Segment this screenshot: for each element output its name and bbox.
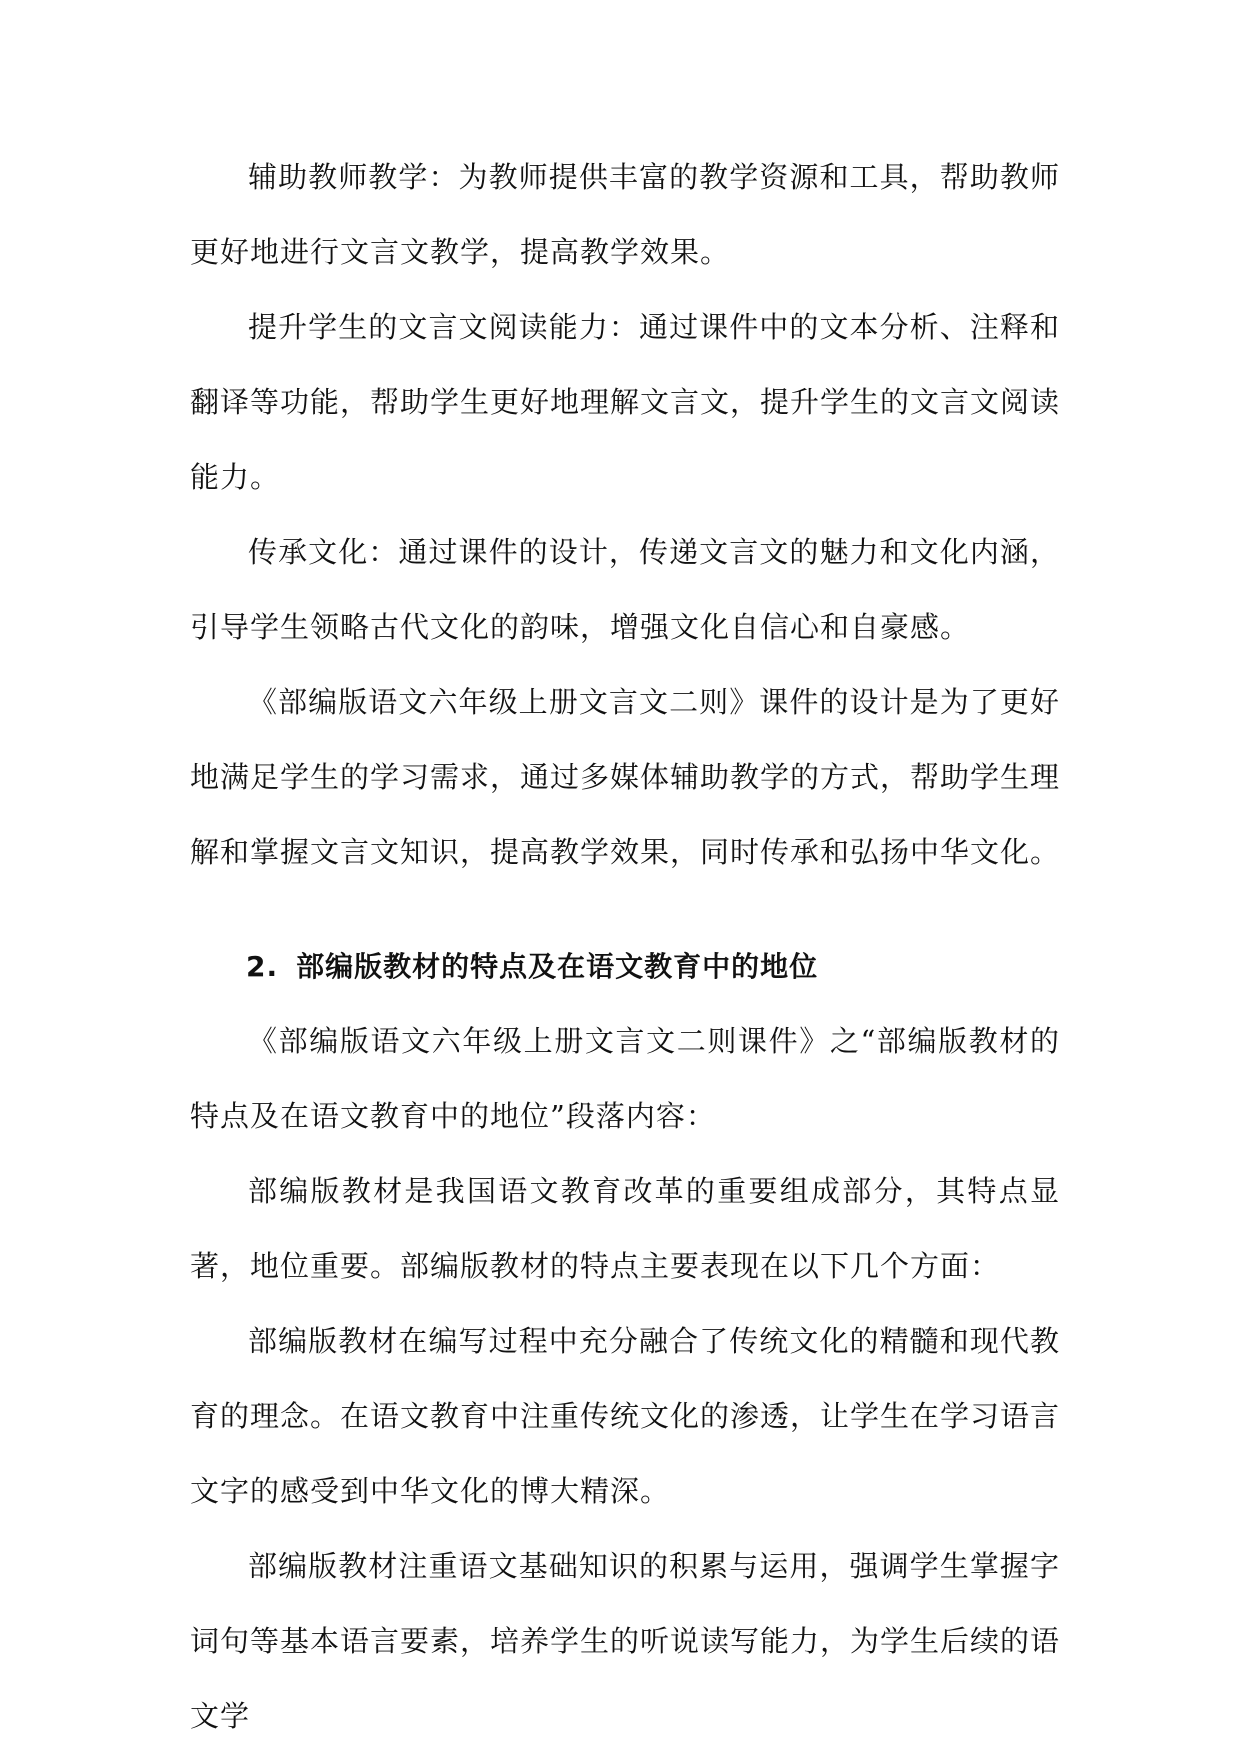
paragraph-section-intro: 《部编版语文六年级上册文言文二则课件》之“部编版教材的特点及在语文教育中的地位”段落内容： bbox=[190, 1024, 1060, 1133]
paragraph-courseware-summary: 《部编版语文六年级上册文言文二则》课件的设计是为了更好地满足学生的学习需求，通过多媒体辅助教学的方式，帮助学生理解和掌握文言文知识，提高教学效果，同时传承和弘扬中华文化。 bbox=[190, 685, 1061, 869]
paragraph-assist-teaching: 辅助教师教学：为教师提供丰富的教学资源和工具，帮助教师更好地进行文言文教学，提高教学效果。 bbox=[190, 160, 1060, 269]
document-body bbox=[190, 140, 1060, 1754]
paragraph-reading-ability: 提升学生的文言文阅读能力：通过课件中的文本分析、注释和翻译等功能，帮助学生更好地理解文言文，提升学生的文言文阅读能力。 bbox=[190, 310, 1061, 494]
section-title: 部编版教材的特点及在语文教育中的地位 bbox=[296, 950, 819, 983]
paragraph-basic-knowledge: 部编版教材注重语文基础知识的积累与运用，强调学生掌握字词句等基本语言要素，培养学生的听说读写能力，为学生后续的语文学 bbox=[190, 1549, 1061, 1733]
paragraph-tradition-fusion: 部编版教材在编写过程中充分融合了传统文化的精髓和现代教育的理念。在语文教育中注重传统文化的渗透，让学生在学习语言文字的感受到中华文化的博大精深。 bbox=[190, 1324, 1061, 1508]
paragraph-culture-heritage: 传承文化：通过课件的设计，传递文言文的魅力和文化内涵，引导学生领略古代文化的韵味，增强文化自信心和自豪感。 bbox=[190, 535, 1060, 644]
section-number: 2. bbox=[246, 950, 279, 983]
paragraph-textbook-overview: 部编版教材是我国语文教育改革的重要组成部分，其特点显著，地位重要。部编版教材的特点主要表现在以下几个方面： bbox=[190, 1174, 1060, 1283]
section-heading bbox=[190, 929, 1060, 1004]
